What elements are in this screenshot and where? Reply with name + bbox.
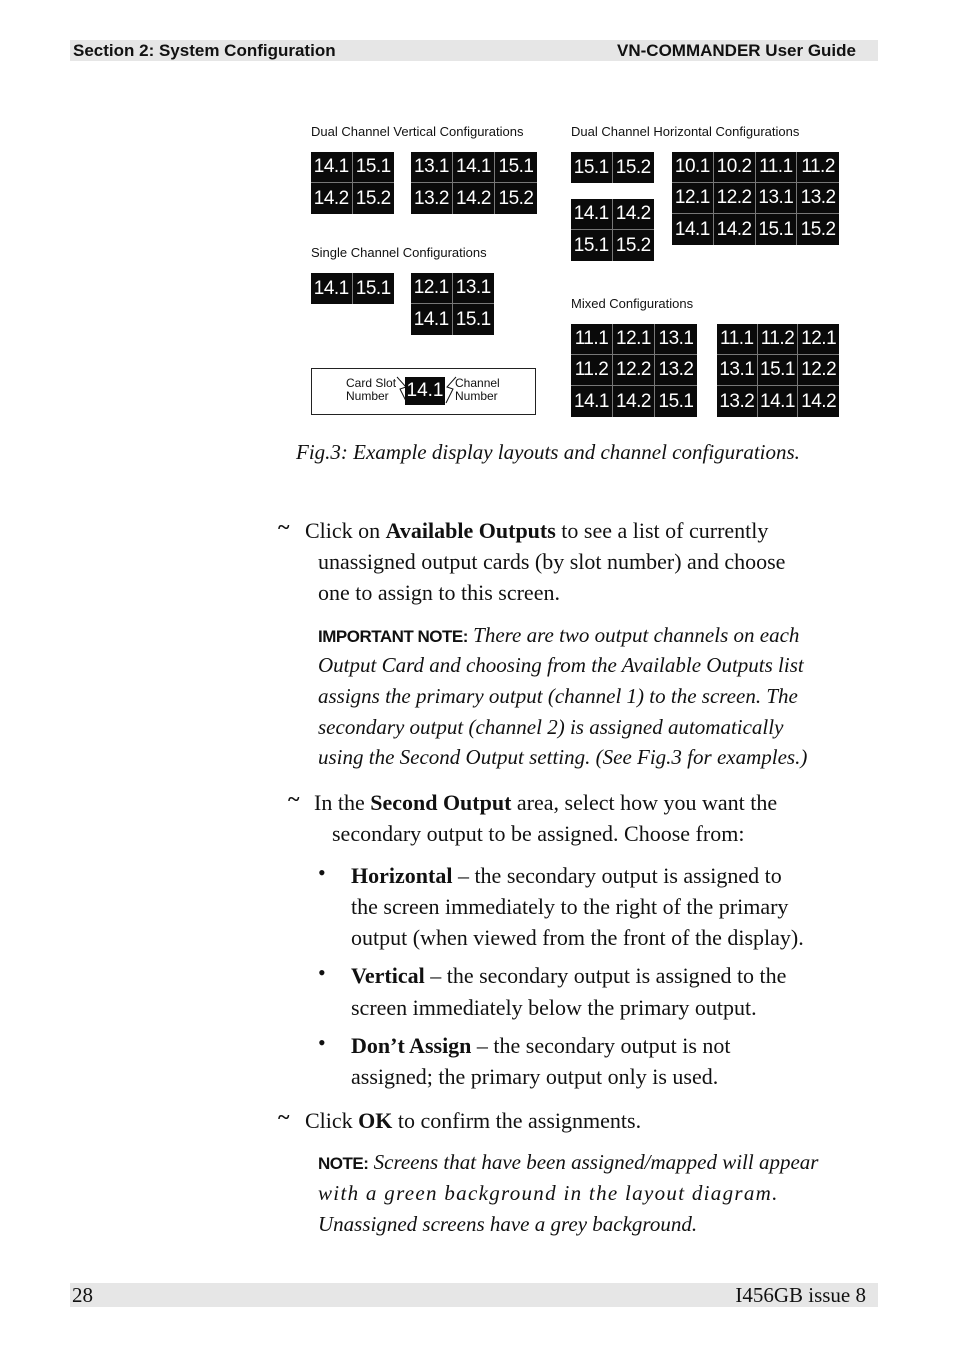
- bullet2-line2: screen immediately below the primary output.: [351, 995, 757, 1020]
- channel-cell: 10.2: [714, 152, 756, 183]
- tilde-bullet-1: ~: [278, 514, 290, 539]
- channel-cell: 13.2: [411, 183, 453, 214]
- channel-cell: 12.2: [714, 183, 756, 214]
- channel-cell: 13.2: [717, 386, 758, 417]
- label-mixed: Mixed Configurations: [571, 296, 694, 311]
- legend-channel-line1: Channel: [455, 376, 500, 390]
- item1-line1: [305, 515, 768, 546]
- page-number: 28: [72, 1283, 93, 1307]
- channel-cell: 14.1: [411, 304, 453, 335]
- bullet3-line2: assigned; the primary output only is used.: [351, 1064, 719, 1089]
- grid-mixed-1: [571, 324, 697, 417]
- bullet1-line3: output (when viewed from the front of the display).: [351, 925, 804, 950]
- channel-cell: 14.1: [453, 152, 495, 183]
- note1-line1: [318, 620, 799, 653]
- channel-cell: 11.1: [717, 324, 758, 355]
- legend-channel-number: [455, 377, 500, 403]
- note1-line3: assigns the primary output (channel 1) to the screen. The: [318, 684, 798, 708]
- bullet3-bold: Don’t Assign: [351, 1033, 472, 1058]
- bullet-dot-1: •: [318, 860, 326, 885]
- grid-dual-horizontal-3: [672, 152, 839, 245]
- bullet3-post: – the secondary output is not: [471, 1033, 731, 1058]
- label-dual-horizontal: Dual Channel Horizontal Configurations: [571, 124, 800, 139]
- grid-dual-vertical-1: [311, 152, 394, 214]
- bullet1-line1: [351, 860, 782, 891]
- bullet2-bold: Vertical: [351, 963, 425, 988]
- channel-cell: 14.2: [801, 390, 837, 412]
- channel-cell: 14.2: [613, 386, 655, 417]
- channel-cell: 14.2: [311, 183, 353, 214]
- item2-line1: [314, 787, 777, 818]
- channel-cell: 13.2: [655, 355, 697, 386]
- figure-legend: [311, 368, 536, 415]
- item2-post: area, select how you want the: [511, 790, 778, 815]
- note1-line5: using the Second Output setting. (See Fig.3 for examples.): [318, 745, 808, 769]
- channel-cell: 12.1: [411, 273, 453, 304]
- note2-line2: with a green background in the layout diagram.: [318, 1181, 779, 1205]
- grid-mixed-2: [717, 324, 839, 417]
- bullet-dot-2: •: [318, 960, 326, 985]
- channel-cell: 11.2: [758, 324, 799, 355]
- page-footer: [70, 1283, 878, 1307]
- channel-cell: 12.2: [613, 355, 655, 386]
- item3-bold: OK: [358, 1108, 393, 1133]
- header-section-title: Section 2: System Configuration: [73, 41, 336, 60]
- channel-cell: 13.1: [756, 183, 798, 214]
- grid-single-1: [311, 273, 394, 304]
- note1-line4: secondary output (channel 2) is assigned automatically: [318, 715, 784, 739]
- channel-cell: 14.1: [758, 386, 799, 417]
- item2-pre: In the: [314, 790, 371, 815]
- bullet1-post: – the secondary output is assigned to: [452, 863, 782, 888]
- channel-cell: 14.2: [613, 199, 655, 230]
- figure-caption: Fig.3: Example display layouts and channel configurations.: [296, 440, 800, 464]
- legend-channel-line2: Number: [455, 389, 498, 403]
- bullet1-bold: Horizontal: [351, 863, 453, 888]
- channel-cell: 14.1: [571, 199, 613, 230]
- channel-cell: 13.1: [655, 324, 697, 355]
- item3-line1: [305, 1105, 641, 1136]
- document-issue: I456GB issue 8: [735, 1283, 866, 1307]
- note2-line3: Unassigned screens have a grey background.: [318, 1212, 698, 1236]
- grid-dual-horizontal-1: [571, 152, 654, 183]
- channel-cell: 14.1: [311, 273, 353, 304]
- channel-cell: 15.2: [355, 187, 391, 209]
- channel-cell: 14.1: [672, 214, 714, 245]
- channel-cell: 12.1: [613, 324, 655, 355]
- channel-cell: 13.1: [411, 152, 453, 183]
- channel-cell: 11.2: [797, 152, 839, 183]
- legend-card-slot-line1: Card Slot: [346, 376, 397, 390]
- channel-cell: 15.1: [355, 277, 391, 299]
- channel-cell: 11.2: [571, 355, 613, 386]
- channel-cell: 13.1: [717, 355, 758, 386]
- item1-post: to see a list of currently: [555, 518, 769, 543]
- channel-cell: 15.1: [571, 230, 613, 261]
- header-guide-title: VN-COMMANDER User Guide: [617, 41, 856, 60]
- channel-cell: 14.1: [571, 386, 613, 417]
- channel-cell: 12.1: [798, 324, 839, 355]
- note2-text1: Screens that have been assigned/mapped will appear: [368, 1150, 819, 1174]
- channel-cell: 10.1: [672, 152, 714, 183]
- page-header: [70, 40, 878, 61]
- channel-cell: 14.2: [714, 214, 756, 245]
- bullet3-line1: [351, 1030, 731, 1061]
- item1-pre: Click on: [305, 518, 386, 543]
- grid-dual-horizontal-2: [571, 199, 654, 261]
- channel-cell: 15.1: [353, 152, 395, 183]
- channel-cell: 14.2: [453, 183, 495, 214]
- label-single: Single Channel Configurations: [311, 245, 487, 260]
- legend-card-slot: [346, 377, 396, 403]
- item2-bold: Second Output: [370, 790, 512, 815]
- item1-line2: unassigned output cards (by slot number) and choose: [318, 549, 786, 574]
- channel-cell: 14.1: [311, 152, 353, 183]
- item3-pre: Click: [305, 1108, 359, 1133]
- channel-cell: 15.2: [800, 218, 836, 240]
- bullet1-line2: the screen immediately to the right of the primary: [351, 894, 789, 919]
- grid-single-2: [411, 273, 494, 335]
- channel-cell: 15.1: [571, 152, 613, 183]
- note2-line1: [318, 1147, 818, 1180]
- legend-chip: 14.1: [405, 377, 445, 405]
- bullet2-post: – the secondary output is assigned to the: [424, 963, 787, 988]
- channel-cell: 11.1: [756, 152, 798, 183]
- channel-cell: 12.2: [798, 355, 839, 386]
- bullet2-line1: [351, 960, 786, 991]
- channel-cell: 15.1: [758, 355, 799, 386]
- channel-cell: 12.1: [672, 183, 714, 214]
- legend-card-slot-line2: Number: [346, 389, 389, 403]
- channel-cell: 15.2: [615, 156, 651, 178]
- channel-cell: 15.2: [498, 187, 534, 209]
- label-dual-vertical: Dual Channel Vertical Configurations: [311, 124, 524, 139]
- channel-cell: 11.1: [571, 324, 613, 355]
- item1-bold: Available Outputs: [385, 518, 556, 543]
- item3-post: to confirm the assignments.: [392, 1108, 642, 1133]
- channel-cell: 15.1: [756, 214, 798, 245]
- channel-cell: 15.1: [495, 152, 537, 183]
- tilde-bullet-3: ~: [278, 1104, 290, 1129]
- note2-key: NOTE:: [318, 1154, 369, 1173]
- grid-dual-vertical-2: [411, 152, 537, 214]
- item2-line2: secondary output to be assigned. Choose from:: [332, 821, 745, 846]
- channel-cell: 15.1: [455, 308, 491, 330]
- channel-cell: 13.1: [453, 273, 495, 304]
- channel-cell: 15.1: [658, 390, 694, 412]
- item1-line3: one to assign to this screen.: [318, 580, 560, 605]
- channel-cell: 15.2: [615, 234, 651, 256]
- note1-line2: Output Card and choosing from the Available Outputs list: [318, 653, 804, 677]
- tilde-bullet-2: ~: [288, 786, 300, 811]
- channel-cell: 13.2: [797, 183, 839, 214]
- note1-key: IMPORTANT NOTE:: [318, 627, 468, 646]
- bullet-dot-3: •: [318, 1030, 326, 1055]
- note1-text1: There are two output channels on each: [467, 623, 800, 647]
